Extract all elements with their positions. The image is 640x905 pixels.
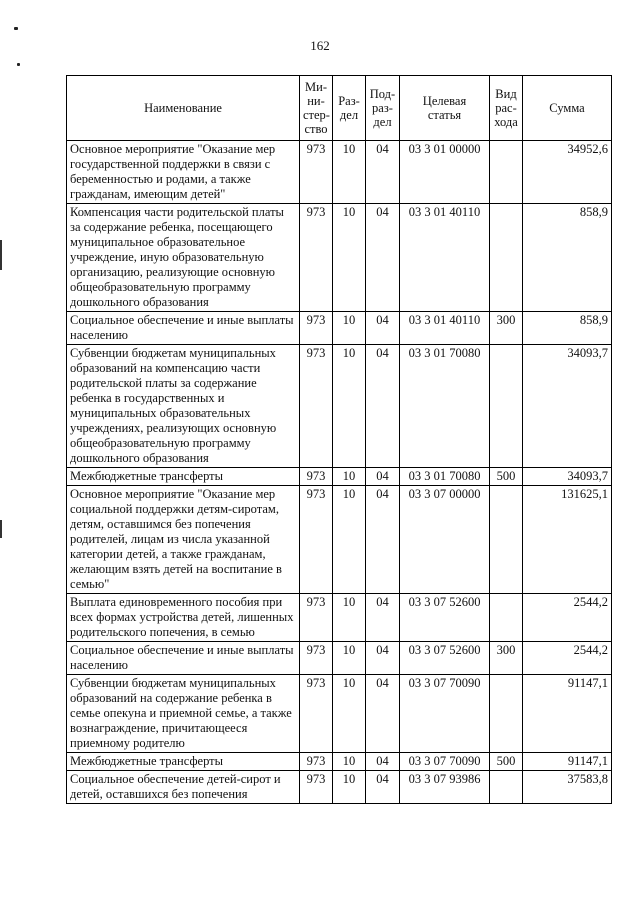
header-name: Наименование (67, 76, 300, 141)
cell-expense-type (490, 486, 523, 594)
scan-edge-mark (0, 240, 2, 270)
budget-table (66, 75, 612, 804)
cell-ministry: 973 (300, 675, 333, 753)
cell-amount: 858,9 (523, 204, 612, 312)
page-number: 162 (310, 38, 330, 53)
cell-section: 10 (333, 141, 366, 204)
table-header (67, 76, 612, 141)
header-section-label: Раз- дел (338, 94, 360, 122)
cell-expense-type (490, 594, 523, 642)
cell-ministry: 973 (300, 345, 333, 468)
table-row (67, 771, 612, 804)
table-row (67, 312, 612, 345)
scan-speck (17, 63, 20, 66)
cell-amount: 91147,1 (523, 675, 612, 753)
cell-name: Социальное обеспечение и иные выплаты населению (67, 642, 300, 675)
cell-subsection: 04 (366, 675, 400, 753)
cell-target: 03 3 07 70090 (400, 675, 490, 753)
header-section (333, 76, 366, 141)
table-row (67, 141, 612, 204)
cell-expense-type: 300 (490, 312, 523, 345)
cell-name: Межбюджетные трансферты (67, 468, 300, 486)
header-expense-type-label: Вид рас- хода (494, 87, 518, 129)
cell-amount: 34093,7 (523, 345, 612, 468)
scan-speck (14, 27, 18, 30)
cell-subsection: 04 (366, 771, 400, 804)
cell-section: 10 (333, 345, 366, 468)
cell-name: Субвенции бюджетам муниципальных образований на содержание ребенка в семье опекуна и приемной семье, а также вознаграждение, причитающееся приемному родителю (67, 675, 300, 753)
cell-subsection: 04 (366, 468, 400, 486)
table-row (67, 468, 612, 486)
cell-ministry: 973 (300, 204, 333, 312)
cell-section: 10 (333, 594, 366, 642)
header-ministry (300, 76, 333, 141)
table-body (67, 141, 612, 804)
scan-edge-mark (0, 520, 2, 538)
header-subsection (366, 76, 400, 141)
cell-ministry: 973 (300, 312, 333, 345)
cell-target: 03 3 01 00000 (400, 141, 490, 204)
cell-amount: 2544,2 (523, 594, 612, 642)
header-amount: Сумма (523, 76, 612, 141)
cell-ministry: 973 (300, 141, 333, 204)
cell-subsection: 04 (366, 642, 400, 675)
cell-target: 03 3 07 52600 (400, 642, 490, 675)
cell-target: 03 3 07 93986 (400, 771, 490, 804)
cell-target: 03 3 07 70090 (400, 753, 490, 771)
cell-section: 10 (333, 642, 366, 675)
cell-expense-type: 500 (490, 468, 523, 486)
table-row (67, 753, 612, 771)
cell-section: 10 (333, 675, 366, 753)
cell-target: 03 3 01 40110 (400, 312, 490, 345)
cell-amount: 34093,7 (523, 468, 612, 486)
cell-amount: 2544,2 (523, 642, 612, 675)
cell-expense-type (490, 204, 523, 312)
cell-amount: 131625,1 (523, 486, 612, 594)
cell-ministry: 973 (300, 486, 333, 594)
cell-expense-type (490, 675, 523, 753)
table-row (67, 486, 612, 594)
cell-ministry: 973 (300, 468, 333, 486)
cell-subsection: 04 (366, 486, 400, 594)
cell-ministry: 973 (300, 642, 333, 675)
cell-subsection: 04 (366, 594, 400, 642)
cell-target: 03 3 01 70080 (400, 468, 490, 486)
cell-expense-type (490, 141, 523, 204)
cell-name: Выплата единовременного пособия при всех формах устройства детей, лишенных родительского попечения, в семью (67, 594, 300, 642)
cell-section: 10 (333, 771, 366, 804)
cell-section: 10 (333, 204, 366, 312)
cell-name: Основное мероприятие "Оказание мер государственной поддержки в связи с беременностью и родами, а также гражданам, имеющим детей" (67, 141, 300, 204)
cell-name: Межбюджетные трансферты (67, 753, 300, 771)
cell-name: Социальное обеспечение детей-сирот и детей, оставшихся без попечения (67, 771, 300, 804)
cell-section: 10 (333, 312, 366, 345)
cell-name: Компенсация части родительской платы за содержание ребенка, посещающего муниципальное образовательное учреждение, иную образовательную организацию, реализующие основную общеобразовательную программу дошкольного образования (67, 204, 300, 312)
table-row (67, 345, 612, 468)
cell-ministry: 973 (300, 771, 333, 804)
header-subsection-label: Под- раз- дел (369, 87, 396, 129)
cell-ministry: 973 (300, 594, 333, 642)
cell-expense-type: 500 (490, 753, 523, 771)
header-target-label: Целевая статья (422, 94, 467, 122)
cell-expense-type (490, 345, 523, 468)
cell-amount: 37583,8 (523, 771, 612, 804)
cell-amount: 858,9 (523, 312, 612, 345)
cell-target: 03 3 01 70080 (400, 345, 490, 468)
header-target (400, 76, 490, 141)
cell-ministry: 973 (300, 753, 333, 771)
cell-section: 10 (333, 753, 366, 771)
cell-name: Основное мероприятие "Оказание мер социальной поддержки детям-сиротам, детям, оставшимся без попечения родителей, лицам из числа указанной категории детей, а также гражданам, желающим взять детей на воспитание в семью" (67, 486, 300, 594)
cell-target: 03 3 07 52600 (400, 594, 490, 642)
table-row (67, 594, 612, 642)
cell-expense-type (490, 771, 523, 804)
table-row (67, 204, 612, 312)
cell-section: 10 (333, 486, 366, 594)
cell-subsection: 04 (366, 753, 400, 771)
cell-target: 03 3 01 40110 (400, 204, 490, 312)
cell-amount: 34952,6 (523, 141, 612, 204)
cell-subsection: 04 (366, 345, 400, 468)
cell-section: 10 (333, 468, 366, 486)
cell-amount: 91147,1 (523, 753, 612, 771)
table-row (67, 642, 612, 675)
table-row (67, 675, 612, 753)
cell-name: Социальное обеспечение и иные выплаты населению (67, 312, 300, 345)
header-expense-type (490, 76, 523, 141)
cell-subsection: 04 (366, 141, 400, 204)
cell-target: 03 3 07 00000 (400, 486, 490, 594)
cell-subsection: 04 (366, 204, 400, 312)
cell-subsection: 04 (366, 312, 400, 345)
cell-name: Субвенции бюджетам муниципальных образований на компенсацию части родительской платы за содержание ребенка в государственных и муниципальных образовательных учреждениях, реализующих основную общеобразовательную программу дошкольного образования (67, 345, 300, 468)
header-ministry-label: Ми- ни- стер- ство (303, 80, 330, 136)
cell-expense-type: 300 (490, 642, 523, 675)
